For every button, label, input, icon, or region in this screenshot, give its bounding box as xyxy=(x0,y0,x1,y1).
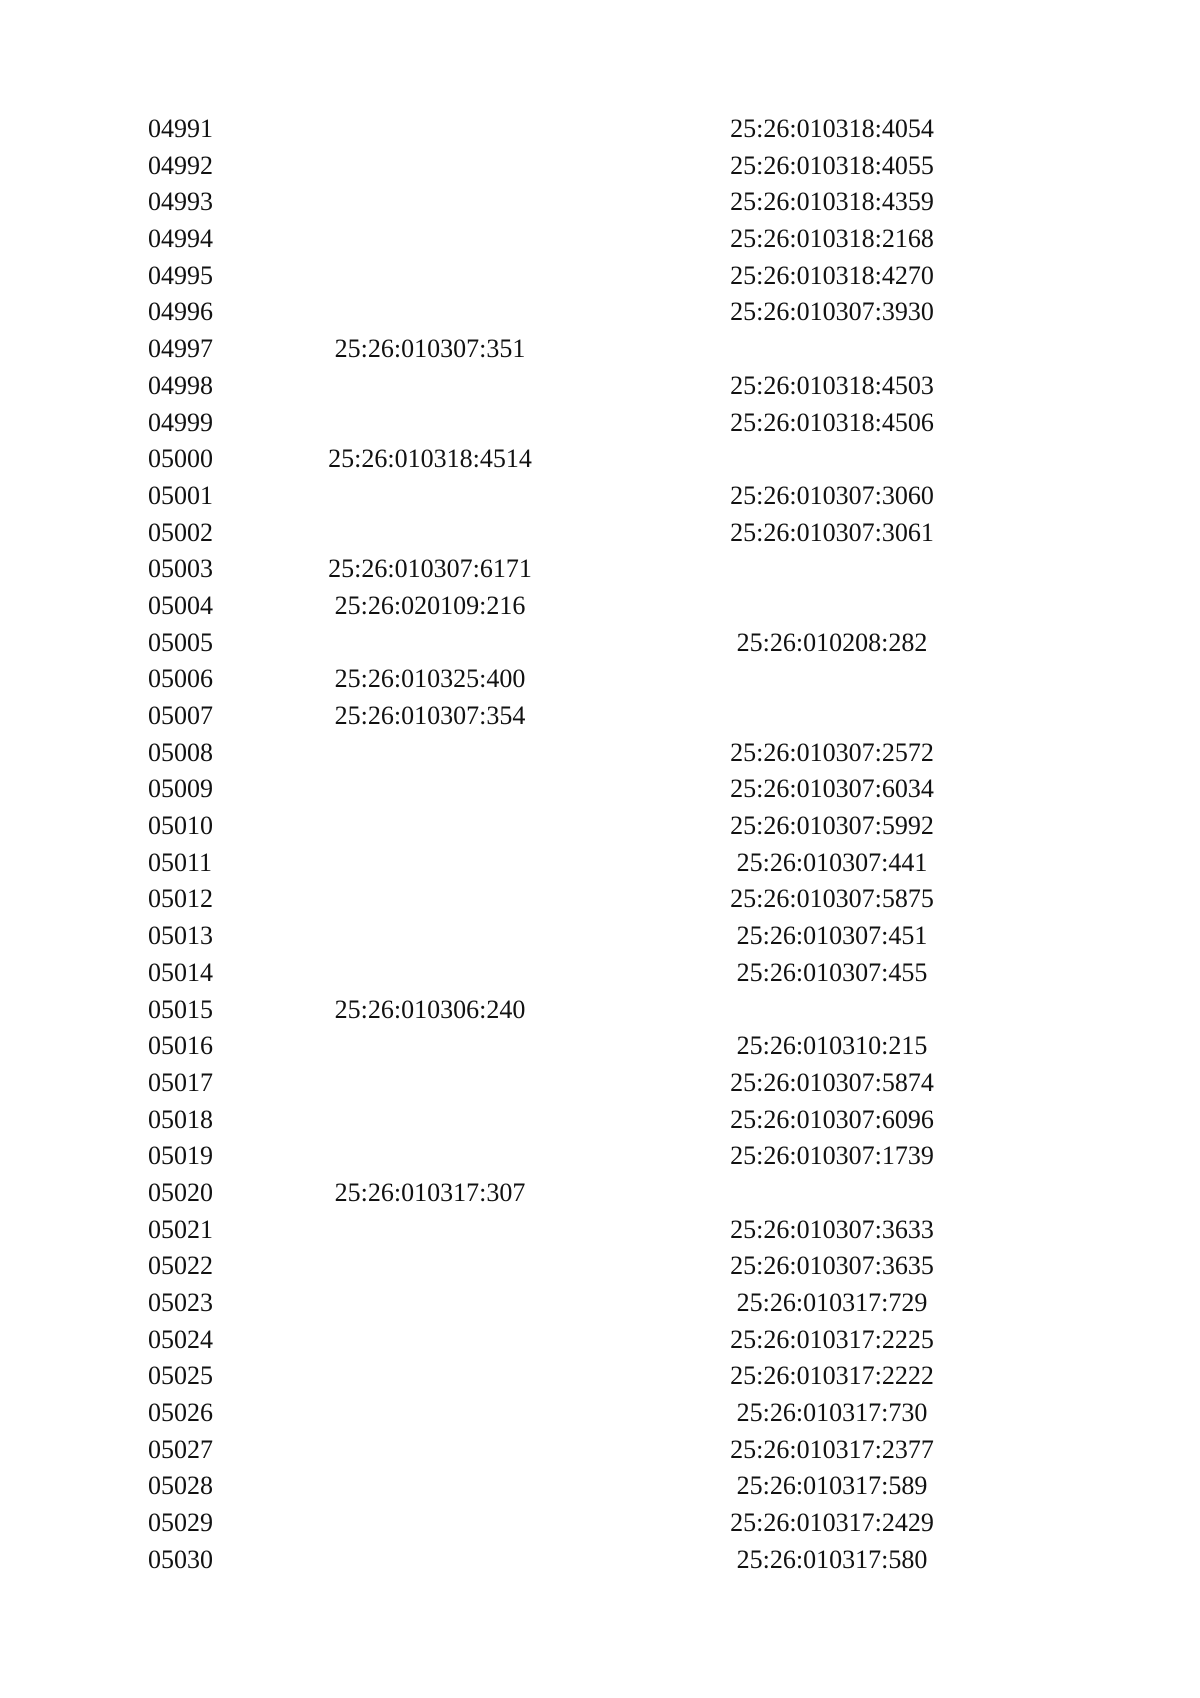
cadastral-number-second-column: 25:26:010318:4503 xyxy=(730,370,934,400)
cadastral-number-second-column: 25:26:010307:3633 xyxy=(730,1214,934,1244)
row-number: 05006 xyxy=(148,664,213,694)
cadastral-number-first-column xyxy=(270,1138,590,1175)
cadastral-number-first-column xyxy=(270,918,590,955)
table-row xyxy=(0,551,1200,588)
row-number: 05010 xyxy=(148,811,213,841)
cadastral-number-first-column xyxy=(270,1212,590,1249)
cadastral-number-second-column: 25:26:010318:4270 xyxy=(730,260,934,290)
table-row xyxy=(0,1505,1200,1542)
cadastral-number-second-column xyxy=(672,588,992,625)
table-row xyxy=(0,184,1200,221)
cadastral-number-second-column xyxy=(672,551,992,588)
table-row xyxy=(0,294,1200,331)
cadastral-number-first-column xyxy=(270,1395,590,1432)
cadastral-number-first-column xyxy=(270,1248,590,1285)
cadastral-number-second-column: 25:26:010318:4054 xyxy=(730,114,934,143)
cadastral-number-first-column xyxy=(270,184,590,221)
cadastral-number-first-column xyxy=(270,1065,590,1102)
row-number: 05004 xyxy=(148,590,213,620)
cadastral-number-first-column: 25:26:010307:351 xyxy=(334,334,526,364)
cadastral-number-first-column xyxy=(270,221,590,258)
cadastral-number-first-column xyxy=(270,955,590,992)
cadastral-number-first-column: 25:26:010317:307 xyxy=(334,1177,526,1207)
cadastral-number-second-column xyxy=(672,331,992,368)
table-row xyxy=(0,661,1200,698)
row-number: 05018 xyxy=(148,1104,213,1134)
cadastral-number-first-column xyxy=(270,808,590,845)
row-number: 04998 xyxy=(148,370,213,400)
table-row xyxy=(0,1175,1200,1212)
table-row xyxy=(0,148,1200,185)
cadastral-number-first-column xyxy=(270,1102,590,1139)
row-number: 05017 xyxy=(148,1067,213,1097)
row-number: 05029 xyxy=(148,1508,213,1538)
cadastral-number-second-column xyxy=(672,992,992,1029)
row-number: 05022 xyxy=(148,1251,213,1281)
table-row xyxy=(0,955,1200,992)
row-number: 05021 xyxy=(148,1214,213,1244)
row-number: 05030 xyxy=(148,1544,213,1574)
cadastral-number-second-column: 25:26:010317:2222 xyxy=(730,1361,934,1391)
cadastral-number-second-column: 25:26:010307:451 xyxy=(736,921,928,951)
row-number: 05012 xyxy=(148,884,213,914)
cadastral-number-first-column xyxy=(270,735,590,772)
cadastral-number-first-column xyxy=(270,1028,590,1065)
row-number: 04999 xyxy=(148,407,213,437)
cadastral-number-first-column xyxy=(270,1432,590,1469)
cadastral-number-second-column: 25:26:010317:2377 xyxy=(730,1434,934,1464)
cadastral-number-second-column: 25:26:010307:5992 xyxy=(730,811,934,841)
cadastral-number-second-column: 25:26:010307:455 xyxy=(736,957,928,987)
cadastral-number-first-column xyxy=(270,111,590,148)
table-row xyxy=(0,331,1200,368)
cadastral-number-first-column xyxy=(270,148,590,185)
row-number: 05020 xyxy=(148,1177,213,1207)
cadastral-number-second-column: 25:26:010307:3930 xyxy=(730,297,934,327)
row-number: 05015 xyxy=(148,994,213,1024)
cadastral-number-first-column: 25:26:010325:400 xyxy=(334,664,526,694)
row-number: 05001 xyxy=(148,480,213,510)
row-number: 04991 xyxy=(148,114,213,143)
cadastral-number-second-column xyxy=(672,698,992,735)
table-row xyxy=(0,771,1200,808)
row-number: 05024 xyxy=(148,1324,213,1354)
row-number: 05019 xyxy=(148,1141,213,1171)
cadastral-number-first-column xyxy=(270,1505,590,1542)
table-row xyxy=(0,405,1200,442)
table-row xyxy=(0,368,1200,405)
row-number: 05011 xyxy=(148,847,213,877)
cadastral-number-first-column: 25:26:010318:4514 xyxy=(328,444,532,474)
cadastral-number-second-column: 25:26:010307:5875 xyxy=(730,884,934,914)
cadastral-number-second-column: 25:26:010307:5874 xyxy=(730,1067,934,1097)
row-number: 05000 xyxy=(148,444,213,474)
table-row xyxy=(0,918,1200,955)
cadastral-number-second-column: 25:26:010307:441 xyxy=(736,847,928,877)
table-row xyxy=(0,1138,1200,1175)
cadastral-number-second-column: 25:26:010307:6034 xyxy=(730,774,934,804)
cadastral-number-first-column xyxy=(270,1358,590,1395)
table-row xyxy=(0,1065,1200,1102)
row-number: 05005 xyxy=(148,627,213,657)
cadastral-number-second-column: 25:26:010307:3061 xyxy=(730,517,934,547)
table-row xyxy=(0,881,1200,918)
row-number: 05016 xyxy=(148,1031,213,1061)
cadastral-number-second-column xyxy=(672,661,992,698)
row-number: 04995 xyxy=(148,260,213,290)
cadastral-number-first-column xyxy=(270,1322,590,1359)
row-number: 04997 xyxy=(148,334,213,364)
table-row xyxy=(0,221,1200,258)
cadastral-number-second-column: 25:26:010317:589 xyxy=(736,1471,928,1501)
row-number: 05003 xyxy=(148,554,213,584)
cadastral-number-first-column xyxy=(270,405,590,442)
cadastral-number-first-column: 25:26:020109:216 xyxy=(334,590,526,620)
cadastral-number-second-column: 25:26:010310:215 xyxy=(736,1031,928,1061)
cadastral-number-first-column xyxy=(270,625,590,662)
cadastral-number-first-column xyxy=(270,515,590,552)
table-row xyxy=(0,441,1200,478)
table-row xyxy=(0,478,1200,515)
cadastral-number-second-column: 25:26:010317:730 xyxy=(736,1398,928,1428)
table-row xyxy=(0,1358,1200,1395)
table-row xyxy=(0,1322,1200,1359)
table-row xyxy=(0,111,1200,148)
cadastral-number-first-column xyxy=(270,294,590,331)
cadastral-number-first-column: 25:26:010307:354 xyxy=(334,701,526,730)
cadastral-number-second-column: 25:26:010318:4359 xyxy=(730,187,934,217)
table-row xyxy=(0,258,1200,295)
cadastral-number-second-column: 25:26:010317:2225 xyxy=(730,1324,934,1354)
row-number: 05002 xyxy=(148,517,213,547)
row-number: 05026 xyxy=(148,1398,213,1428)
cadastral-number-second-column: 25:26:010307:3635 xyxy=(730,1251,934,1281)
cadastral-number-first-column xyxy=(270,368,590,405)
row-number: 05007 xyxy=(148,701,213,730)
cadastral-number-second-column: 25:26:010307:3060 xyxy=(730,480,934,510)
table-row xyxy=(0,808,1200,845)
cadastral-number-second-column: 25:26:010208:282 xyxy=(736,627,928,657)
table-row xyxy=(0,1395,1200,1432)
row-number: 04993 xyxy=(148,187,213,217)
cadastral-number-table xyxy=(0,111,1200,1579)
table-row xyxy=(0,1285,1200,1322)
cadastral-number-second-column: 25:26:010307:1739 xyxy=(730,1141,934,1171)
cadastral-number-second-column: 25:26:010317:729 xyxy=(736,1288,928,1317)
table-row xyxy=(0,845,1200,882)
cadastral-number-second-column xyxy=(672,441,992,478)
table-row xyxy=(0,1212,1200,1249)
table-row xyxy=(0,735,1200,772)
table-row xyxy=(0,1102,1200,1139)
cadastral-number-first-column xyxy=(270,478,590,515)
cadastral-number-second-column: 25:26:010318:4055 xyxy=(730,150,934,180)
cadastral-number-first-column xyxy=(270,881,590,918)
cadastral-number-first-column: 25:26:010306:240 xyxy=(334,994,526,1024)
cadastral-number-first-column xyxy=(270,1468,590,1505)
row-number: 04994 xyxy=(148,224,213,254)
row-number: 04996 xyxy=(148,297,213,327)
row-number: 05025 xyxy=(148,1361,213,1391)
cadastral-number-second-column: 25:26:010307:6096 xyxy=(730,1104,934,1134)
cadastral-number-second-column: 25:26:010318:4506 xyxy=(730,407,934,437)
cadastral-number-first-column xyxy=(270,1542,590,1579)
row-number: 05014 xyxy=(148,957,213,987)
cadastral-number-first-column xyxy=(270,845,590,882)
cadastral-number-second-column: 25:26:010317:580 xyxy=(736,1544,928,1574)
row-number: 05027 xyxy=(148,1434,213,1464)
table-row xyxy=(0,1248,1200,1285)
table-row xyxy=(0,1542,1200,1579)
cadastral-number-second-column: 25:26:010307:2572 xyxy=(730,737,934,767)
cadastral-number-first-column xyxy=(270,771,590,808)
row-number: 04992 xyxy=(148,150,213,180)
cadastral-number-second-column: 25:26:010318:2168 xyxy=(730,224,934,254)
table-row xyxy=(0,625,1200,662)
table-row xyxy=(0,1468,1200,1505)
table-row xyxy=(0,1028,1200,1065)
cadastral-number-first-column xyxy=(270,1285,590,1322)
row-number: 05009 xyxy=(148,774,213,804)
table-row xyxy=(0,698,1200,735)
table-row xyxy=(0,515,1200,552)
table-row xyxy=(0,992,1200,1029)
cadastral-number-first-column: 25:26:010307:6171 xyxy=(328,554,532,584)
cadastral-number-second-column xyxy=(672,1175,992,1212)
row-number: 05028 xyxy=(148,1471,213,1501)
cadastral-number-first-column xyxy=(270,258,590,295)
cadastral-number-second-column: 25:26:010317:2429 xyxy=(730,1508,934,1538)
row-number: 05023 xyxy=(148,1288,213,1317)
table-row xyxy=(0,588,1200,625)
row-number: 05008 xyxy=(148,737,213,767)
table-row xyxy=(0,1432,1200,1469)
row-number: 05013 xyxy=(148,921,213,951)
